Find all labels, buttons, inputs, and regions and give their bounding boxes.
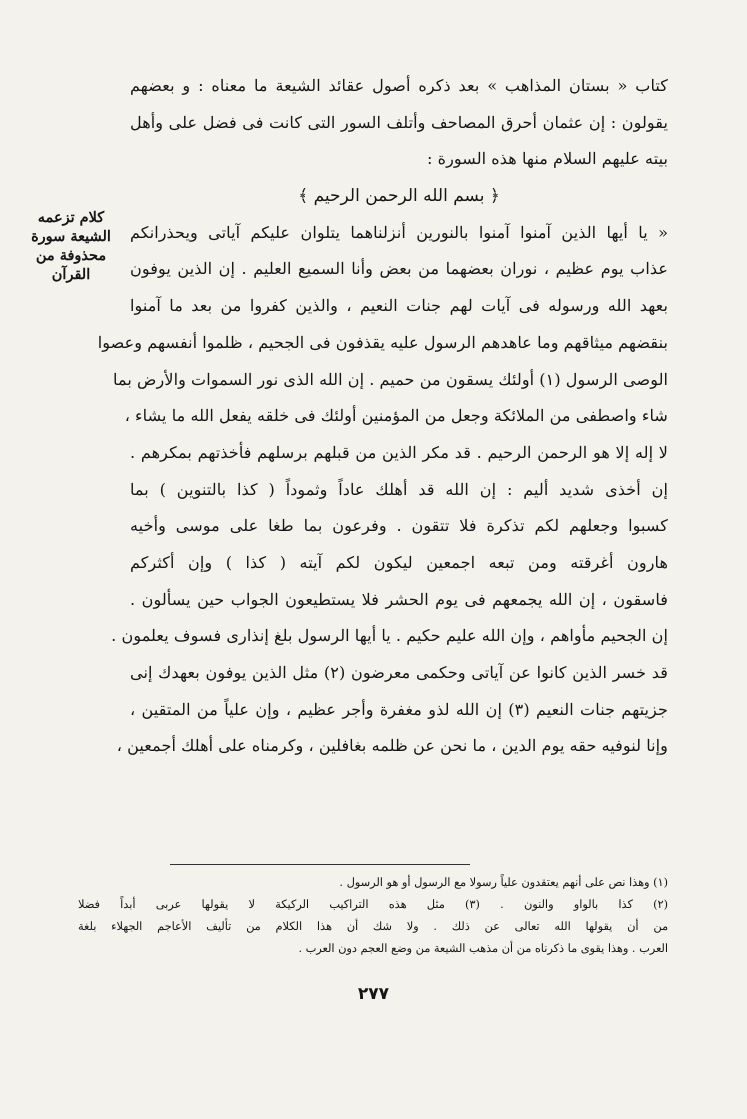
text-line: جزيتهم جنات النعيم (٣) إن الله لذو مغفرة وأجر عظيم ، وإن علياً من المتقين ،	[130, 699, 668, 719]
text-line: بعهد الله ورسوله فى آيات لهم جنات النعيم ، والذين كفروا من بعد ما آمنوا	[130, 296, 668, 316]
basmala-heading: ﴿ بسم الله الرحمن الرحيم ﴾	[298, 186, 500, 207]
text-line: هارون أغرقته ومن تبعه اجمعين ليكون لكم آيته ( كذا ) وإن أكثركم	[130, 552, 668, 572]
footnote-line: (١) وهذا نص على أنهم يعتقدون علياً رسولا مع الرسول أو هو الرسول .	[339, 876, 668, 889]
text-line: وإنا لنوفيه حقه يوم الدين ، ما نحن عن ظلمه بغافلين ، وكرمناه على أهلك أجمعين ،	[116, 736, 668, 756]
margin-note-line: القرآن	[51, 266, 91, 283]
footnotes	[78, 872, 668, 960]
margin-note-line: محذوفة من	[35, 247, 107, 264]
text-line: شاء واصطفى من الملائكة وجعل من المؤمنين أولئك فى خلقه يفعل الله ما يشاء ،	[124, 406, 668, 426]
footnote-divider	[170, 864, 470, 865]
text-line: فاسقون ، إن الله يجمعهم فى يوم الحشر فلا يستطيعون الجواب حين يسألون .	[130, 589, 668, 609]
margin-note-line: كلام تزعمه	[37, 209, 105, 226]
footnote-line: العرب . وهذا يقوى ما ذكرناه من أن مذهب الشيعة من وضع العجم دون العرب .	[298, 942, 668, 955]
text-line: « يا أيها الذين آمنوا آمنوا بالنورين أنزلناهما يتلوان عليكم آياتى ويحذرانكم	[130, 222, 668, 242]
margin-note	[22, 208, 120, 284]
footnote-line: (٢) كذا بالواو والنون . (٣) مثل هذه التراكيب الركيكة لا يقولها عربى أبداً فضلا	[78, 898, 668, 911]
text-line: كسبوا وجعلهم لكم تذكرة فلا تتقون . وفرعون بما طغا على موسى وأخيه	[130, 516, 668, 536]
text-line: يقولون : إن عثمان أحرق المصاحف وأتلف السور التى كانت فى فضل على وأهل	[130, 112, 668, 132]
text-line: قد خسر الذين كانوا عن آياتى وحكمى معرضون (٢) مثل الذين يوفون بعهدك إنى	[130, 663, 668, 682]
margin-note-line: الشيعة سورة	[31, 228, 111, 245]
text-line: إن أخذى شديد أليم : إن الله قد أهلك عاداً وثموداً ( كذا بالتنوين ) بما	[130, 479, 668, 499]
text-line: إن الجحيم مأواهم ، وإن الله عليم حكيم . يا أيها الرسول بلغ إنذارى فسوف يعلمون .	[111, 626, 668, 646]
page-number: ٢٧٧	[357, 984, 390, 1004]
text-line: الوصى الرسول (١) أولئك يسقون من حميم . إن الله الذى نور السموات والأرض بما	[113, 369, 668, 389]
footnote-line: من أن يقولها الله تعالى عن ذلك . ولا شك أن هذا الكلام من تأليف الأعاجم الجهلاء بلغة	[78, 920, 668, 933]
text-line: بيته عليهم السلام منها هذه السورة :	[427, 149, 668, 169]
text-line: عذاب يوم عظيم ، نوران بعضهما من بعض وأنا السميع العليم . إن الذين يوفون	[130, 259, 668, 279]
main-text	[97, 68, 668, 765]
text-line: بنقضهم ميثاقهم وما عاهدهم الرسول عليه يقذفون فى الجحيم ، ظلموا أنفسهم وعصوا	[97, 332, 668, 352]
text-line: كتاب « بستان المذاهب » بعد ذكره أصول عقائد الشيعة ما معناه : و بعضهم	[130, 76, 668, 95]
text-line: لا إله إلا هو الرحمن الرحيم . قد مكر الذين من قبلهم برسلهم فأخذتهم بمكرهم .	[130, 442, 668, 462]
